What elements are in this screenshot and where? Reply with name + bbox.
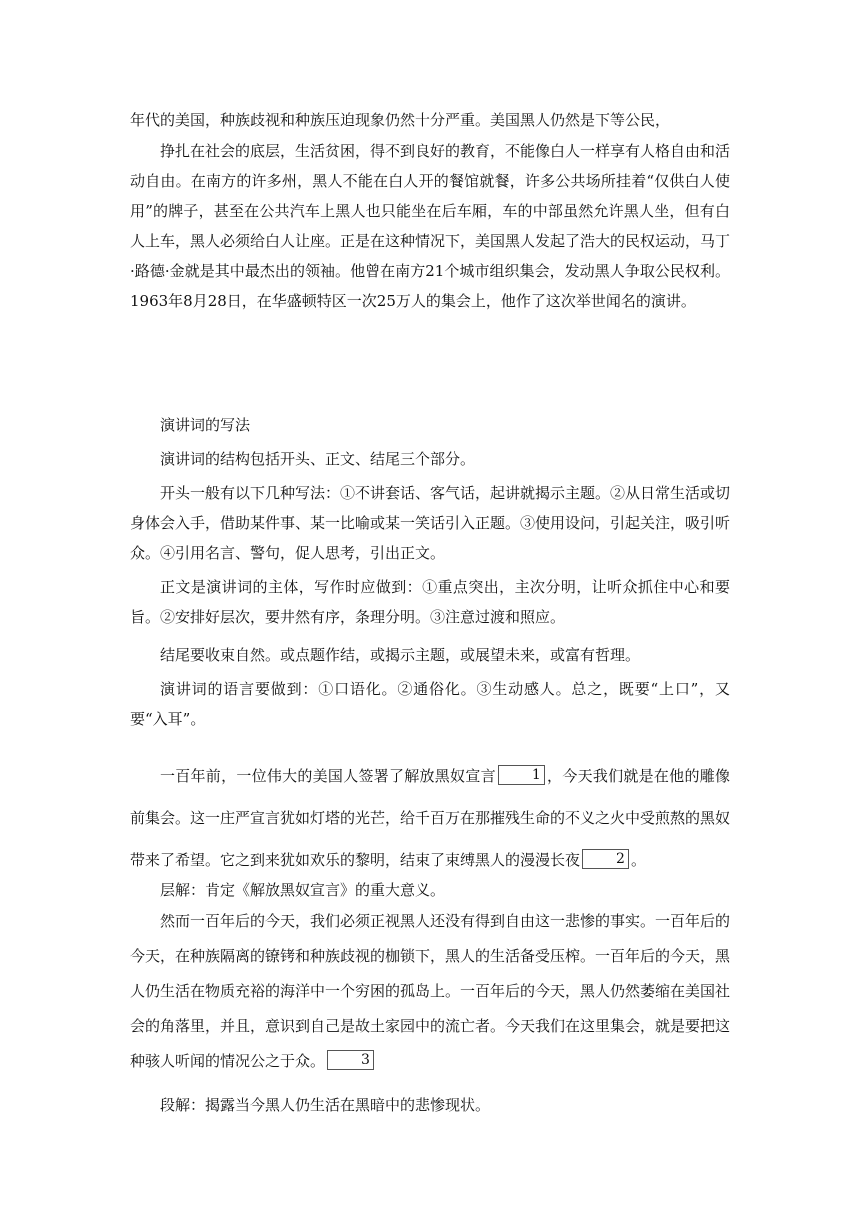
annotation-marker-1[interactable]: 1	[498, 765, 545, 785]
paragraph-body: 正文是演讲词的主体，写作时应做到：①重点突出，主次分明，让听众抓住中心和要旨。②安排好层次，要井然有序，条理分明。③注意过渡和照应。	[130, 578, 730, 626]
annotation-marker-2[interactable]: 2	[582, 849, 629, 869]
annotation-marker-3[interactable]: 3	[327, 1050, 374, 1070]
paragraph-opening: 开头一般有以下几种写法：①不讲套话、客气话，起讲就揭示主题。②从日常生活或切身体会入手，借助某件事、某一比喻或某一笑话引入正题。③使用设问，引起关注，吸引听众。④引用名言、警句，促人思考，引出正文。	[130, 484, 731, 562]
speech-text-part: 然而一百年后的今天，我们必须正视黑人还没有得到自由这一悲惨的事实。一百年后的今天，在种族隔离的镣铐和种族歧视的枷锁下，黑人的生活备受压榨。一百年后的今天，黑人仍生活在物质充裕的海洋中一个穷困的孤岛上。一百年后的今天，黑人仍然萎缩在美国社会的角落里，并且，意识到自己是故土家园中的流亡者。今天我们在这里集会，就是要把这种骇人听闻的情况公之于众。	[130, 912, 731, 1070]
speech-text-part: 。	[630, 851, 646, 869]
paragraph-analysis-2: 段解：揭露当今黑人仍生活在黑暗中的悲惨现状。	[160, 1096, 491, 1114]
paragraph-structure: 演讲词的结构包括开头、正文、结尾三个部分。	[160, 450, 476, 468]
paragraph-background: 挣扎在社会的底层，生活贫困，得不到良好的教育，不能像白人一样享有人格自由和活动自由。在南方的许多州，黑人不能在白人开的餐馆就餐，许多公共场所挂着“仅供白人使用”的牌子，甚至在公共汽车上黑人也只能坐在后车厢，车的中部虽然允许黑人坐，但有白人上车，黑人必须给白人让座。正是在这种情况下，美国黑人发起了浩大的民权运动，马丁·路德·金就是其中最杰出的领袖。他曾在南方21个城市组织集会，发动黑人争取公民权利。1963年8月28日，在华盛顿特区一次25万人的集会上，他作了这次举世闻名的演讲。	[130, 142, 731, 310]
speech-paragraph-2	[130, 904, 730, 1079]
paragraph-intro-line: 年代的美国，种族歧视和种族压迫现象仍然十分严重。美国黑人仍然是下等公民，	[130, 111, 671, 129]
speech-text-part: ，今天我们就是在他的雕像前集会。这一庄严宣言犹如灯塔的光芒，给千百万在那摧残生命的不义之火中受煎熬的黑奴带来了希望。它之到来犹如欢乐的黎明，结束了束缚黑人的漫漫长夜	[130, 767, 731, 869]
paragraph-language: 演讲词的语言要做到：①口语化。②通俗化。③生动感人。总之，既要“上口”，又要“入耳”。	[130, 680, 730, 728]
paragraph-analysis-1: 层解：肯定《解放黑奴宣言》的重大意义。	[160, 881, 446, 899]
speech-text-part: 一百年前，一位伟大的美国人签署了解放黑奴宣言	[160, 767, 496, 785]
paragraph-ending: 结尾要收束自然。或点题作结，或揭示主题，或展望未来，或富有哲理。	[160, 646, 641, 664]
section-heading: 演讲词的写法	[160, 416, 251, 434]
speech-paragraph-1	[130, 755, 730, 881]
